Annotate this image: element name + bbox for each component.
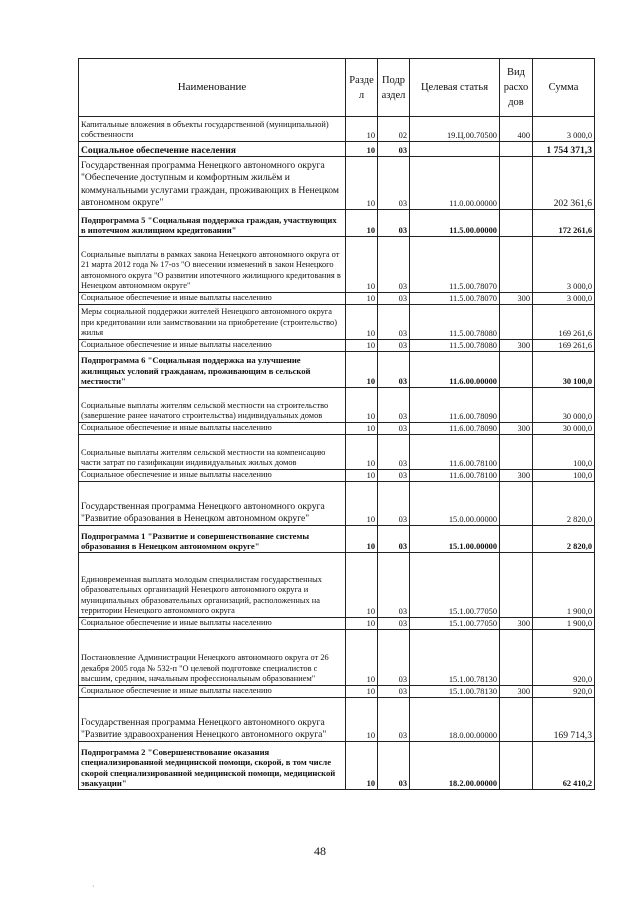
row-name: Меры социальной поддержки жителей Ненецкого автономного округа при кредитовании или заимствовании на приобретение (строительство) жилья: [79, 305, 346, 340]
row-target: 15.1.00.77050: [410, 618, 500, 630]
row-subsection: 03: [378, 470, 410, 482]
row-expense: [500, 435, 533, 470]
row-sum: 1 900,0: [533, 618, 595, 630]
row-subsection: 03: [378, 526, 410, 553]
row-name: Социальное обеспечение и иные выплаты населению: [79, 686, 346, 698]
header-subsection: Подр аздел: [378, 59, 410, 117]
table-row: [79, 618, 595, 630]
row-sum: 1 900,0: [533, 553, 595, 618]
row-target: 15.1.00.00000: [410, 526, 500, 553]
row-section: 10: [346, 388, 378, 423]
row-section: 10: [346, 117, 378, 142]
table-row: [79, 686, 595, 698]
margin-mark: ·: [92, 882, 95, 891]
row-sum: 920,0: [533, 686, 595, 698]
row-target: 15.1.00.78130: [410, 630, 500, 686]
row-subsection: 03: [378, 423, 410, 435]
row-subsection: 03: [378, 630, 410, 686]
row-subsection: 03: [378, 352, 410, 388]
table-row: [79, 423, 595, 435]
row-expense: [500, 553, 533, 618]
row-target: 19.Ц.00.70500: [410, 117, 500, 142]
row-subsection: 03: [378, 237, 410, 293]
row-expense: 300: [500, 470, 533, 482]
table-row: [79, 293, 595, 305]
row-section: 10: [346, 470, 378, 482]
row-expense: [500, 698, 533, 742]
row-name: Государственная программа Ненецкого автономного округа "Обеспечение доступным и комфортным жильём и коммунальными услугами граждан, проживающих в Ненецком автономном округе": [79, 157, 346, 210]
row-sum: 172 261,6: [533, 210, 595, 237]
row-sum: 1 754 371,3: [533, 142, 595, 157]
row-name: Подпрограмма 1 "Развитие и совершенствование системы образования в Ненецком автономном округе": [79, 526, 346, 553]
header-row: [79, 59, 595, 117]
row-sum: 2 820,0: [533, 482, 595, 526]
table-row: [79, 352, 595, 388]
row-subsection: 03: [378, 482, 410, 526]
row-expense: 300: [500, 686, 533, 698]
row-name: Капитальные вложения в объекты государственной (муниципальной) собственности: [79, 117, 346, 142]
row-sum: 3 000,0: [533, 117, 595, 142]
table-row: [79, 630, 595, 686]
row-expense: [500, 157, 533, 210]
row-name: Единовременная выплата молодым специалистам государственных образовательных организаций Ненецкого автономного округа и муниципальных образовательных организаций, расположенных на территории Ненецкого автономного округа: [79, 553, 346, 618]
row-section: 10: [346, 553, 378, 618]
row-expense: 300: [500, 293, 533, 305]
row-target: 15.0.00.00000: [410, 482, 500, 526]
row-section: 10: [346, 423, 378, 435]
row-target: 11.6.00.78100: [410, 470, 500, 482]
row-name: Социальное обеспечение и иные выплаты населению: [79, 470, 346, 482]
header-expense-type: Вид расхо дов: [500, 59, 533, 117]
row-name: Постановление Администрации Ненецкого автономного округа от 26 декабря 2005 года № 532-п "О целевой подготовке специалистов с высшим, средним, начальным профессиональным образованием": [79, 630, 346, 686]
row-expense: [500, 388, 533, 423]
row-section: 10: [346, 742, 378, 790]
row-subsection: 03: [378, 435, 410, 470]
row-subsection: 03: [378, 142, 410, 157]
row-name: Социальное обеспечение и иные выплаты населению: [79, 293, 346, 305]
row-expense: 300: [500, 340, 533, 352]
row-name: Социальное обеспечение и иные выплаты населению: [79, 423, 346, 435]
row-name: Подпрограмма 6 "Социальная поддержка на улучшение жилищных условий гражданам, проживающим в сельской местности": [79, 352, 346, 388]
row-section: 10: [346, 698, 378, 742]
row-name: Социальные выплаты жителям сельской местности на компенсацию части затрат по газификации индивидуальных жилых домов: [79, 435, 346, 470]
row-name: Социальное обеспечение и иные выплаты населению: [79, 340, 346, 352]
row-name: Государственная программа Ненецкого автономного округа "Развитие здравоохранения Ненецкого автономного округа": [79, 698, 346, 742]
row-name: Государственная программа Ненецкого автономного округа "Развитие образования в Ненецком автономном округе": [79, 482, 346, 526]
row-target: 11.5.00.78070: [410, 237, 500, 293]
row-target: 15.1.00.77050: [410, 553, 500, 618]
row-sum: 100,0: [533, 470, 595, 482]
row-section: 10: [346, 293, 378, 305]
row-target: [410, 142, 500, 157]
row-target: 11.5.00.78080: [410, 305, 500, 340]
row-expense: [500, 482, 533, 526]
row-subsection: 03: [378, 340, 410, 352]
row-subsection: 03: [378, 388, 410, 423]
row-subsection: 03: [378, 698, 410, 742]
row-section: 10: [346, 340, 378, 352]
row-expense: [500, 142, 533, 157]
row-subsection: 03: [378, 293, 410, 305]
row-name: Социальное обеспечение и иные выплаты населению: [79, 618, 346, 630]
row-subsection: 03: [378, 553, 410, 618]
row-target: 18.0.00.00000: [410, 698, 500, 742]
table-row: [79, 742, 595, 790]
table-row: [79, 526, 595, 553]
row-target: 11.6.00.78100: [410, 435, 500, 470]
row-sum: 920,0: [533, 630, 595, 686]
row-section: 10: [346, 526, 378, 553]
row-target: 11.6.00.78090: [410, 423, 500, 435]
row-subsection: 03: [378, 618, 410, 630]
budget-table: [78, 58, 595, 790]
row-name: Социальные выплаты жителям сельской местности на строительство (завершение ранее начатого строительства) индивидуальных домов: [79, 388, 346, 423]
row-subsection: 03: [378, 157, 410, 210]
row-sum: 3 000,0: [533, 237, 595, 293]
row-sum: 169 261,6: [533, 340, 595, 352]
row-name: Подпрограмма 5 "Социальная поддержка граждан, участвующих в ипотечном жилищном кредитовании": [79, 210, 346, 237]
row-expense: 300: [500, 618, 533, 630]
row-target: 11.5.00.78080: [410, 340, 500, 352]
row-section: 10: [346, 435, 378, 470]
row-target: 11.5.00.78070: [410, 293, 500, 305]
row-sum: 3 000,0: [533, 293, 595, 305]
table-row: [79, 435, 595, 470]
table-row: [79, 553, 595, 618]
table-row: [79, 142, 595, 157]
row-expense: [500, 630, 533, 686]
row-section: 10: [346, 210, 378, 237]
row-expense: [500, 352, 533, 388]
row-section: 10: [346, 618, 378, 630]
row-expense: [500, 742, 533, 790]
row-target: 18.2.00.00000: [410, 742, 500, 790]
table-row: [79, 340, 595, 352]
row-name: Подпрограмма 2 "Совершенствование оказания специализированной медицинской помощи, скорой, в том числе скорой специализированной медицинской помощи, медицинской эвакуации": [79, 742, 346, 790]
header-name: Наименование: [79, 59, 346, 117]
row-section: 10: [346, 482, 378, 526]
row-sum: 30 000,0: [533, 423, 595, 435]
row-sum: 169 714,3: [533, 698, 595, 742]
table-row: [79, 698, 595, 742]
row-target: 15.1.00.78130: [410, 686, 500, 698]
table-row: [79, 482, 595, 526]
row-section: 10: [346, 352, 378, 388]
row-target: 11.6.00.78090: [410, 388, 500, 423]
header-sum: Сумма: [533, 59, 595, 117]
row-sum: 62 410,2: [533, 742, 595, 790]
row-target: 11.5.00.00000: [410, 210, 500, 237]
row-sum: 30 100,0: [533, 352, 595, 388]
header-section: Разде л: [346, 59, 378, 117]
page-number: 48: [314, 844, 326, 858]
row-sum: 202 361,6: [533, 157, 595, 210]
row-expense: 400: [500, 117, 533, 142]
row-expense: [500, 526, 533, 553]
row-subsection: 03: [378, 210, 410, 237]
row-expense: 300: [500, 423, 533, 435]
table-row: [79, 305, 595, 340]
row-subsection: 03: [378, 742, 410, 790]
row-expense: [500, 237, 533, 293]
row-subsection: 03: [378, 686, 410, 698]
row-section: 10: [346, 630, 378, 686]
row-sum: 2 820,0: [533, 526, 595, 553]
row-name: Социальные выплаты в рамках закона Ненецкого автономного округа от 21 марта 2012 года № 17-оз "О внесении изменений в закон Ненецкого автономного округа "О развитии ипотечного жилищного кредитования в Ненецком автономном округе": [79, 237, 346, 293]
row-sum: 30 000,0: [533, 388, 595, 423]
table-row: [79, 470, 595, 482]
row-sum: 100,0: [533, 435, 595, 470]
row-section: 10: [346, 157, 378, 210]
table-row: [79, 117, 595, 142]
row-subsection: 03: [378, 305, 410, 340]
row-subsection: 02: [378, 117, 410, 142]
table-row: [79, 157, 595, 210]
row-target: 11.6.00.00000: [410, 352, 500, 388]
row-section: 10: [346, 237, 378, 293]
table-row: [79, 388, 595, 423]
row-target: 11.0.00.00000: [410, 157, 500, 210]
row-section: 10: [346, 142, 378, 157]
row-name: Социальное обеспечение населения: [79, 142, 346, 157]
table-row: [79, 210, 595, 237]
table-row: [79, 237, 595, 293]
row-section: 10: [346, 305, 378, 340]
row-section: 10: [346, 686, 378, 698]
row-expense: [500, 305, 533, 340]
row-expense: [500, 210, 533, 237]
header-target: Целевая статья: [410, 59, 500, 117]
row-sum: 169 261,6: [533, 305, 595, 340]
